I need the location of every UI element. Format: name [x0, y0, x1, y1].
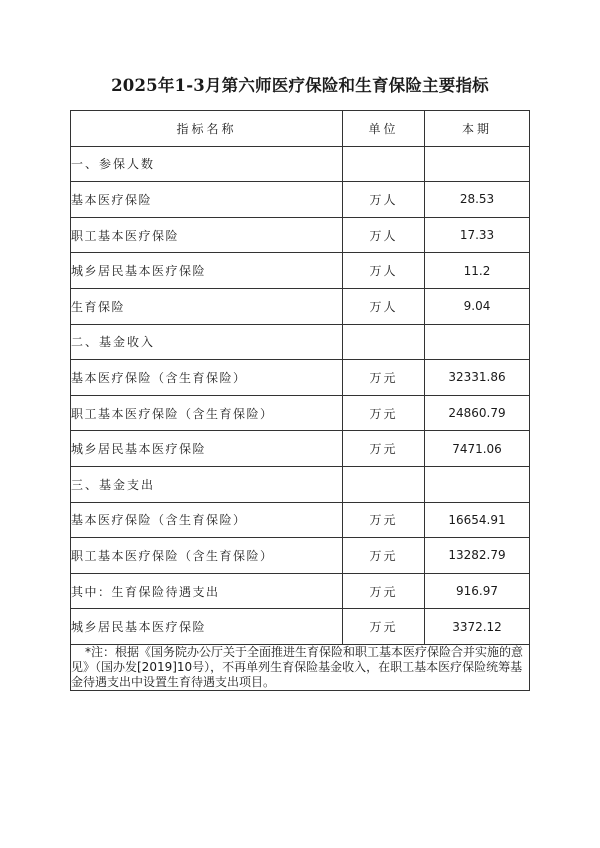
table-row	[71, 182, 530, 218]
table-note: *注：根据《国务院办公厅关于全面推进生育保险和职工基本医疗保险合并实施的意见》（国办发[2019]10号），不再单列生育保险基金收入，在职工基本医疗保险统筹基金待遇支出中设置生育待遇支出项目。	[71, 644, 530, 690]
value-cell: 11.2	[425, 253, 530, 289]
indicator-name: 基本医疗保险（含生育保险）	[71, 502, 343, 538]
indicator-name: 职工基本医疗保险	[71, 217, 343, 253]
value-cell: 9.04	[425, 288, 530, 324]
table-row	[71, 288, 530, 324]
table-row	[71, 502, 530, 538]
value-cell: 13282.79	[425, 538, 530, 574]
indicator-name: 职工基本医疗保险（含生育保险）	[71, 538, 343, 574]
indicator-name: 基本医疗保险（含生育保险）	[71, 360, 343, 396]
table-row	[71, 217, 530, 253]
unit-cell: 万元	[343, 573, 425, 609]
unit-cell: 万元	[343, 395, 425, 431]
value-cell: 916.97	[425, 573, 530, 609]
note-row	[71, 644, 530, 690]
table-row	[71, 431, 530, 467]
indicator-name: 职工基本医疗保险（含生育保险）	[71, 395, 343, 431]
value-cell: 7471.06	[425, 431, 530, 467]
table-row	[71, 609, 530, 645]
table-row	[71, 360, 530, 396]
value-cell: 28.53	[425, 182, 530, 218]
table-header-row	[71, 111, 530, 147]
value-cell: 16654.91	[425, 502, 530, 538]
section-row	[71, 466, 530, 502]
page-title: 2025年1-3月第六师医疗保险和生育保险主要指标	[111, 76, 489, 95]
unit-cell	[343, 466, 425, 502]
section-row	[71, 324, 530, 360]
unit-cell	[343, 146, 425, 182]
header-current-period: 本期	[425, 111, 530, 147]
unit-cell: 万元	[343, 538, 425, 574]
unit-cell: 万元	[343, 609, 425, 645]
unit-cell: 万元	[343, 431, 425, 467]
header-unit: 单位	[343, 111, 425, 147]
unit-cell	[343, 324, 425, 360]
table-row	[71, 395, 530, 431]
value-cell: 17.33	[425, 217, 530, 253]
value-cell	[425, 466, 530, 502]
value-cell	[425, 146, 530, 182]
value-cell	[425, 324, 530, 360]
value-cell: 3372.12	[425, 609, 530, 645]
unit-cell: 万元	[343, 502, 425, 538]
section-row	[71, 146, 530, 182]
section-title: 二、基金收入	[71, 324, 343, 360]
indicator-table	[70, 110, 530, 691]
indicator-name: 其中：生育保险待遇支出	[71, 573, 343, 609]
indicator-name: 生育保险	[71, 288, 343, 324]
indicator-name: 城乡居民基本医疗保险	[71, 253, 343, 289]
table-body	[71, 146, 530, 644]
indicator-name: 基本医疗保险	[71, 182, 343, 218]
table-row	[71, 253, 530, 289]
unit-cell: 万人	[343, 288, 425, 324]
unit-cell: 万元	[343, 360, 425, 396]
unit-cell: 万人	[343, 253, 425, 289]
section-title: 三、基金支出	[71, 466, 343, 502]
table-row	[71, 538, 530, 574]
section-title: 一、参保人数	[71, 146, 343, 182]
table-row	[71, 573, 530, 609]
unit-cell: 万人	[343, 182, 425, 218]
unit-cell: 万人	[343, 217, 425, 253]
value-cell: 32331.86	[425, 360, 530, 396]
indicator-name: 城乡居民基本医疗保险	[71, 609, 343, 645]
indicator-name: 城乡居民基本医疗保险	[71, 431, 343, 467]
value-cell: 24860.79	[425, 395, 530, 431]
header-indicator-name: 指标名称	[71, 111, 343, 147]
